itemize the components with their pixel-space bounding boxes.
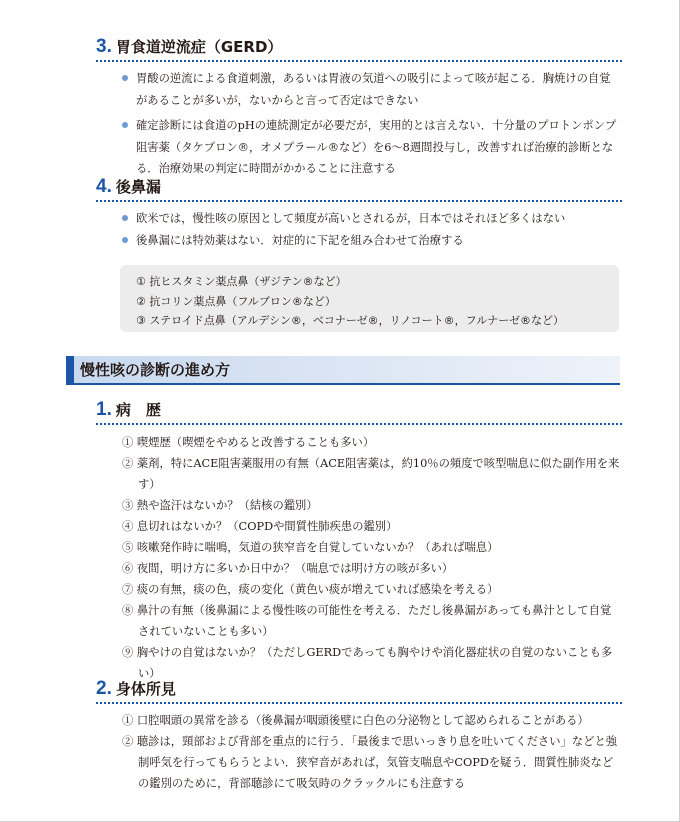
history-number: 1. [96,399,112,420]
treatment-item: ② 抗コリン薬点鼻（フルブロン®など） [136,294,336,308]
history-title: 病 歴 [115,401,161,419]
chapter-heading-band [66,356,620,385]
treatment-item: ① 抗ヒスタミン薬点鼻（ザジテン®など） [136,275,347,288]
list-item: ① 喫煙歴（喫煙をやめると改善することも多い） [122,436,375,449]
section-3-heading [96,36,622,62]
physical-heading [96,678,622,704]
history-heading [96,399,622,425]
list-item: ③ 熱や盗汗はないか？（結核の鑑別） [122,499,318,512]
list-item: ② 薬剤，特にACE阻害薬服用の有無（ACE阻害薬は，約10％の頻度で咳型喘息に似た副作用を来す） [122,457,620,491]
physical-list [122,710,620,794]
list-item: 後鼻漏には特効薬はない．対症的に下記を組み合わせて治療する [120,230,620,252]
section-3-number: 3. [96,36,112,57]
list-item: 確定診断には食道のpHの連続測定が必要だが，実用的とは言えない．十分量のプロトンポンプ阻害薬（タケプロン®，オメプラール®など）を6～8週間投与し，改善すれば治療的診断となる．治療効果の判定に時間がかかることに注意する [120,115,620,180]
treatment-box [120,265,619,332]
list-item: 欧米では，慢性咳の原因として頻度が高いとされるが，日本ではそれほど多くはない [120,208,620,230]
section-4-number: 4. [96,176,112,197]
chapter-heading-title: 慢性咳の診断の進め方 [80,361,231,379]
physical-number: 2. [96,678,112,699]
section-4-heading [96,176,622,202]
list-item: 胃酸の逆流による食道刺激，あるいは胃液の気道への吸引によって咳が起こる．胸焼けの自覚があることが多いが，ないからと言って否定はできない [120,68,620,111]
section-4-title: 後鼻漏 [115,178,161,196]
list-item: ⑨ 胸やけの自覚はないか？（ただしGERDであっても胸やけや消化器症状の自覚のないことも多い） [122,646,613,680]
section-4-bullets [120,208,620,251]
physical-title: 身体所見 [115,680,176,698]
list-item: ① 口腔咽頭の異常を診る（後鼻漏が咽頭後壁に白色の分泌物として認められることがある） [122,714,589,727]
list-item: ⑥ 夜間，明け方に多いか日中か？（喘息では明け方の咳が多い） [122,562,454,575]
list-item: ⑧ 鼻汁の有無（後鼻漏による慢性咳の可能性を考える．ただし後鼻漏があっても鼻汁として自覚されていないことも多い） [122,604,612,638]
section-3-title: 胃食道逆流症（GERD） [115,38,283,56]
list-item: ⑦ 痰の有無，痰の色，痰の変化（黄色い痰が増えていれば感染を考える） [122,583,499,596]
list-item: ④ 息切れはないか？（COPDや間質性肺疾患の鑑別） [122,520,398,533]
list-item: ⑤ 咳嗽発作時に喘鳴，気道の狭窄音を自覚していないか？（あれば喘息） [122,541,499,554]
treatment-item: ③ ステロイド点鼻（アルデシン®，ベコナーゼ®，リノコート®，フルナーゼ®など） [136,314,565,327]
heading-accent-bar [66,356,74,383]
history-list [122,432,620,684]
section-3-bullets [120,68,620,180]
list-item: ② 聴診は，頸部および背部を重点的に行う．「最後まで思いっきり息を吐いてください」などと強制呼気を行ってもらうとよい．狭窄音があれば，気管支喘息やCOPDを疑う．間質性肺炎などの鑑別のために，背部聴診にて吸気時のクラックルにも注意する [122,735,618,790]
